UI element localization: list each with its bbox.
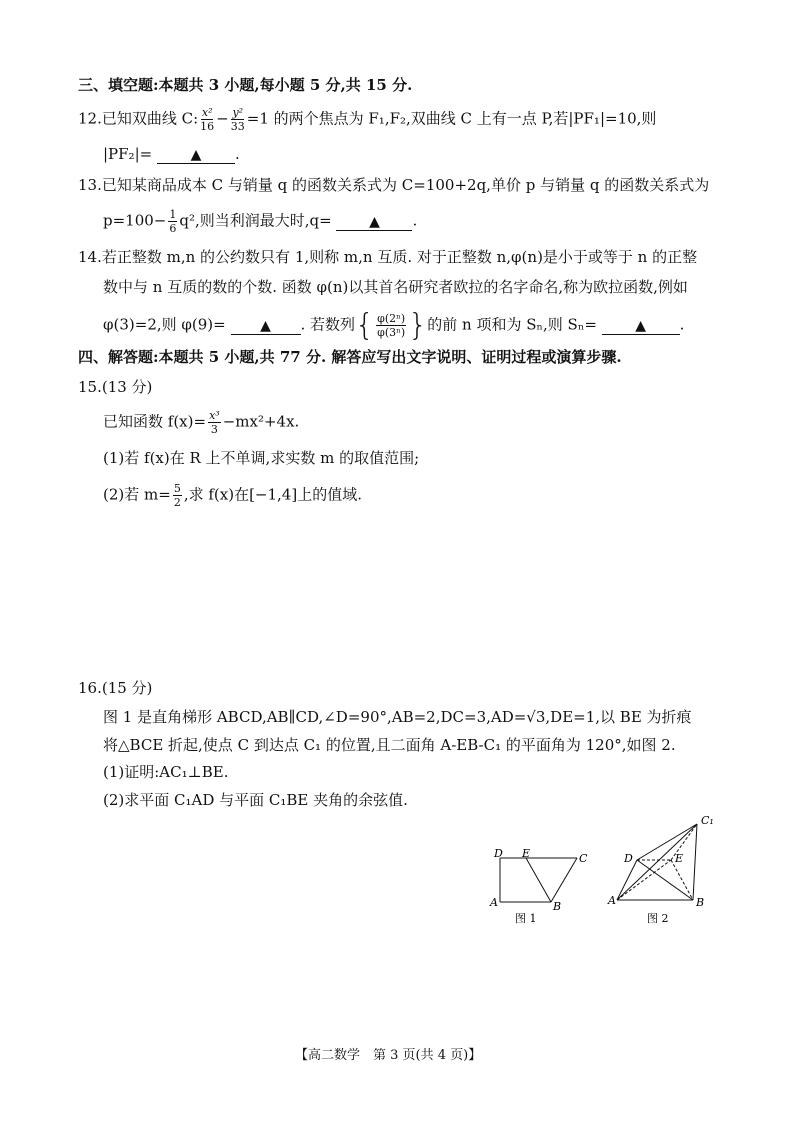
fig2-label-c1: C₁	[701, 814, 714, 827]
fig1-label-a: A	[490, 896, 498, 909]
fraction-1-6: $\frac{1}{6}$	[169, 208, 177, 235]
fig1-edge-cb	[551, 858, 577, 902]
fraction-y2-33: $\frac{\text{y²}}{33}$	[230, 106, 245, 133]
fig2-edge-eb-dashed	[671, 860, 693, 900]
question-15-function: 已知函数 f(x)= $\frac{\text{x³}}{3}$ −mx²+4x.	[103, 409, 300, 436]
fig2-edge-bc1	[693, 824, 697, 900]
fig2-edge-dc1	[637, 824, 697, 860]
brace-left: {	[355, 308, 375, 343]
question-12-line1: 12.已知双曲线 C: $\frac{\text{x²}}{16}$ − $\frac{\text{y²}}{33}$ =1 的两个焦点为 F₁,F₂,双曲线 C 上有一点 P,若|PF₁|=10,则	[78, 106, 657, 133]
answer-blank-13: ▲	[336, 212, 412, 231]
question-16-part2: (2)求平面 C₁AD 与平面 C₁BE 夹角的余弦值.	[103, 791, 408, 809]
question-12-line2: |PF₂|= ▲ .	[103, 145, 240, 163]
question-12-pre: 已知双曲线 C:	[101, 109, 199, 128]
question-14-number: 14.	[78, 248, 102, 266]
fraction-x3-3: $\frac{\text{x³}}{3}$	[209, 409, 220, 436]
fig1-label-e: E	[522, 847, 531, 860]
fig1-label-d: D	[494, 847, 503, 860]
fig1-label-c: C	[579, 852, 588, 865]
question-15-part2: (2)若 m= $\frac{5}{2}$ ,求 f(x)在[−1,4]上的值域.	[103, 482, 362, 509]
question-15-part1: (1)若 f(x)在 R 上不单调,求实数 m 的取值范围;	[103, 449, 420, 467]
answer-blank-14a: ▲	[231, 316, 301, 335]
fig2-label-a: A	[608, 894, 616, 907]
question-12-post: =1 的两个焦点为 F₁,F₂,双曲线 C 上有一点 P,若|PF₁|=10,则	[246, 109, 657, 128]
fraction-x2-16: $\frac{\text{x²}}{16}$	[200, 106, 215, 133]
question-13-number: 13.	[78, 176, 102, 194]
question-16-part1: (1)证明:AC₁⊥BE.	[103, 763, 229, 781]
answer-blank-14b: ▲	[602, 316, 680, 335]
section3-header: 三、填空题:本题共 3 小题,每小题 5 分,共 15 分.	[78, 76, 413, 94]
section4-header: 四、解答题:本题共 5 小题,共 77 分. 解答应写出文字说明、证明过程或演算步骤.	[78, 348, 622, 366]
fraction-phi: $\frac{\text{φ(2ⁿ)}}{\text{φ(3ⁿ)}}$	[377, 312, 406, 339]
question-14-line2: 数中与 n 互质的数的个数. 函数 φ(n)以其首名研究者欧拉的名字命名,称为欧拉函数,例如	[103, 278, 688, 296]
fig2-edge-ad	[617, 860, 637, 900]
fig2-label-e: E	[675, 852, 684, 865]
page-footer: 【高二数学 第 3 页(共 4 页)】	[295, 1048, 482, 1063]
answer-blank-12: ▲	[157, 145, 235, 164]
fig2-label-b: B	[696, 896, 705, 909]
question-16-line2: 将△BCE 折起,使点 C 到达点 C₁ 的位置,且二面角 A-EB-C₁ 的平面角为 120°,如图 2.	[103, 736, 676, 754]
question-13-line1: 13.已知某商品成本 C 与销量 q 的函数关系式为 C=100+2q,单价 p 与销量 q 的函数关系式为	[78, 176, 710, 194]
fig2-edge-ae-dashed	[617, 860, 671, 900]
figure-2-diagram	[605, 810, 725, 930]
question-13-line2: p=100− $\frac{1}{6}$ q²,则当利润最大时,q= ▲ .	[103, 208, 418, 235]
fig1-label-b: B	[553, 900, 562, 913]
fraction-5-2: $\frac{5}{2}$	[173, 482, 181, 509]
question-16-line1: 图 1 是直角梯形 ABCD,AB∥CD,∠D=90°,AB=2,DC=3,AD=√3,DE=1,以 BE 为折痕	[103, 708, 692, 726]
question-16-number: 16.(15 分)	[78, 679, 153, 697]
brace-right: }	[408, 308, 428, 343]
question-15-number: 15.(13 分)	[78, 378, 153, 396]
fig1-edge-eb	[526, 858, 551, 902]
fig2-label-d: D	[624, 852, 633, 865]
question-14-line3: φ(3)=2,则 φ(9)= ▲ . 若数列{ $\frac{\text{φ(2ⁿ)}}{\text{φ(3ⁿ)}}$ }的前 n 项和为 Sₙ,则 Sₙ= ▲ .	[103, 308, 685, 343]
question-12-number: 12.	[78, 109, 102, 128]
fig2-edge-db	[637, 860, 693, 900]
figure-1-diagram	[485, 840, 600, 930]
question-14-line1: 14.若正整数 m,n 的公约数只有 1,则称 m,n 互质. 对于正整数 n,φ(n)是小于或等于 n 的正整	[78, 248, 698, 266]
figure-2-caption: 图 2	[647, 912, 669, 925]
figure-1-caption: 图 1	[515, 912, 537, 925]
